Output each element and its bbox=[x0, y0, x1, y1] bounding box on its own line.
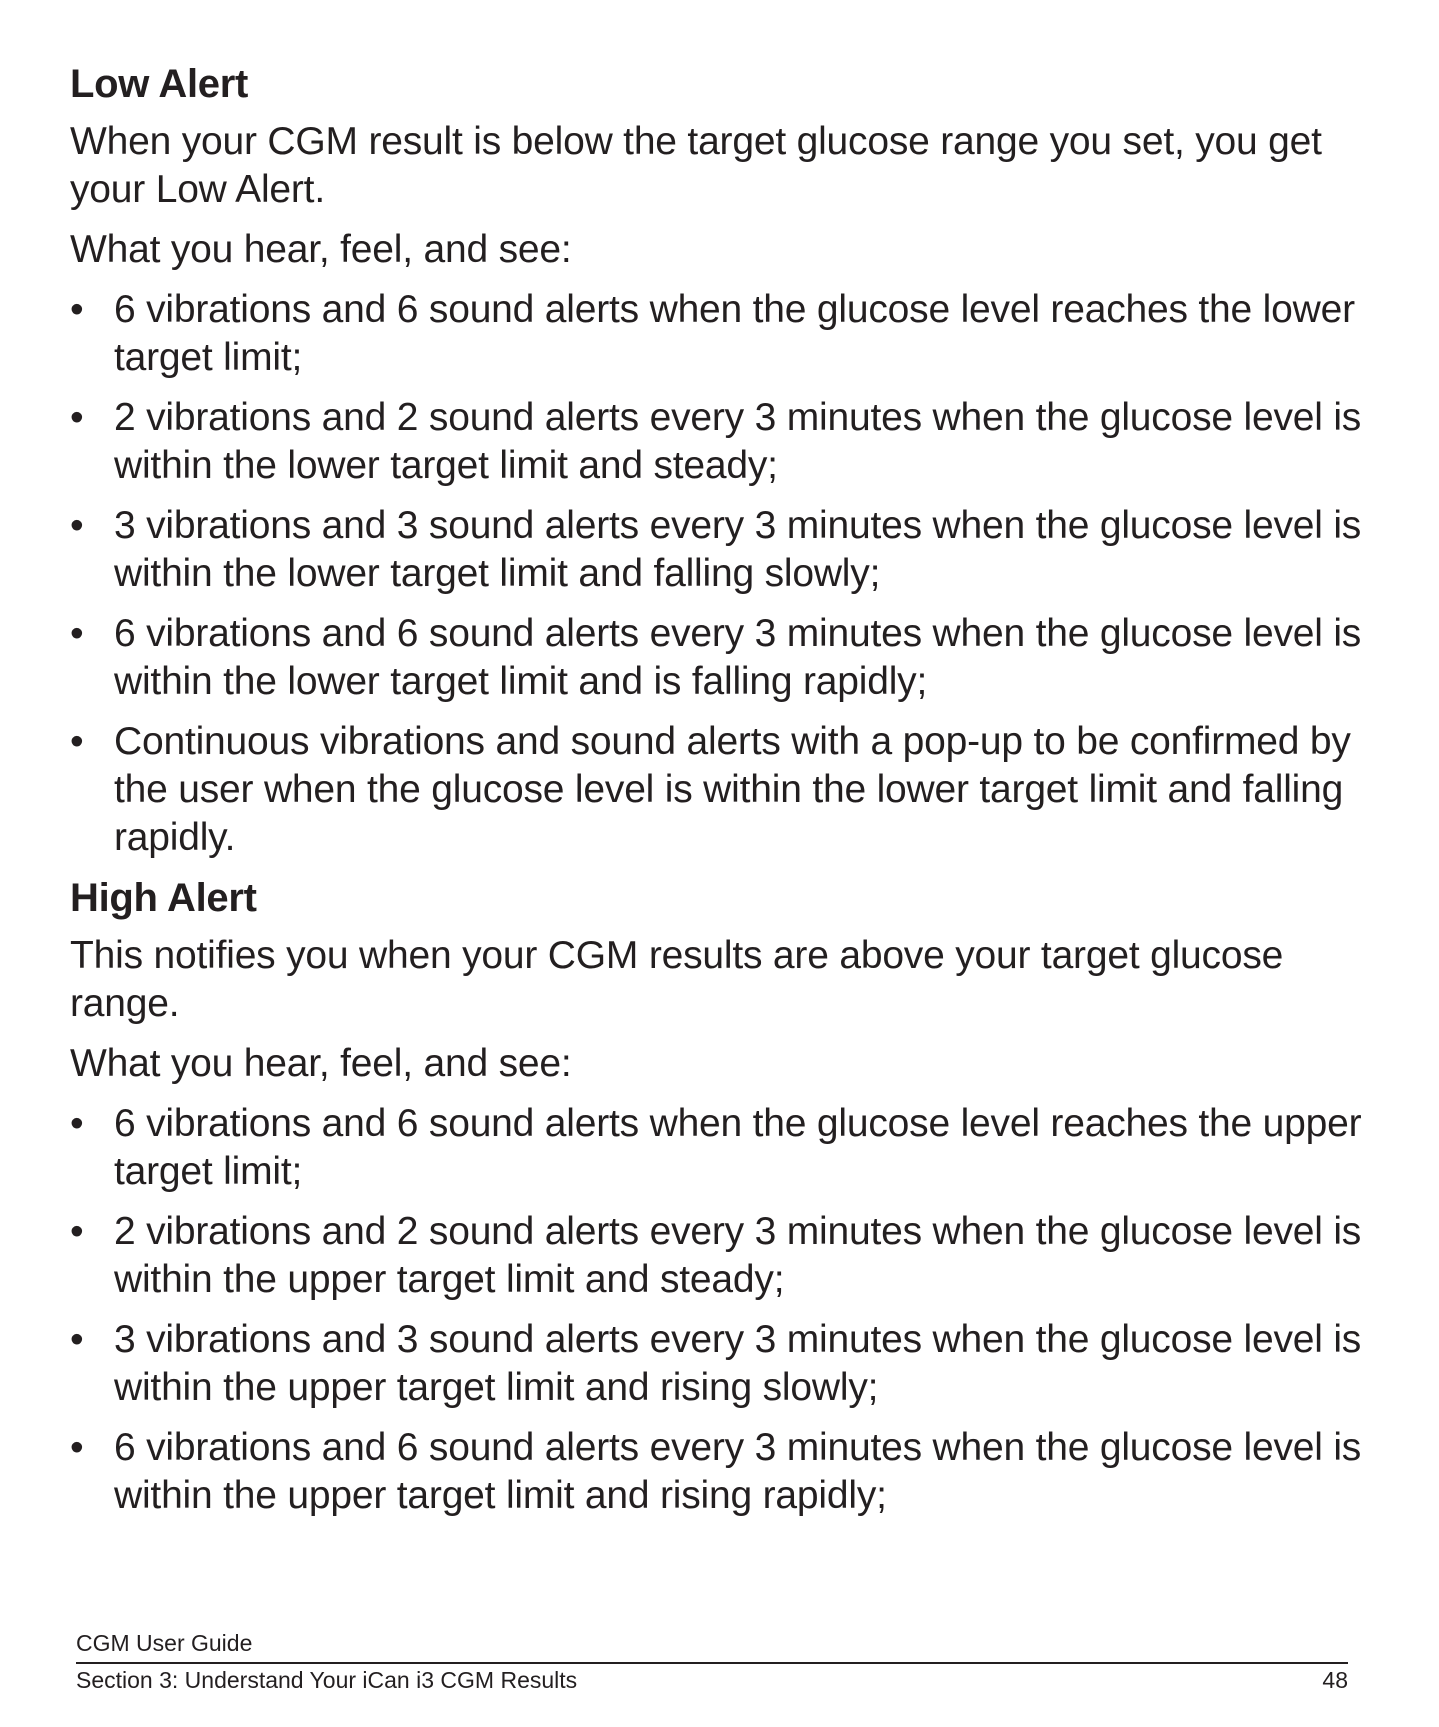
bullet-icon: • bbox=[70, 288, 84, 331]
bullet-icon: • bbox=[70, 504, 84, 547]
page-footer bbox=[76, 1628, 1348, 1696]
footer-section-label: Section 3: Understand Your iCan i3 CGM Results bbox=[76, 1667, 578, 1693]
low-alert-intro: When your CGM result is below the target glucose range you set, you get your Low Alert. bbox=[70, 120, 1322, 211]
list-item-text: 6 vibrations and 6 sound alerts when the glucose level reaches the lower target limit; bbox=[114, 288, 1355, 379]
list-item bbox=[70, 394, 1370, 490]
footer-row bbox=[76, 1664, 1348, 1696]
high-alert-intro: This notifies you when your CGM results are above your target glucose range. bbox=[70, 934, 1284, 1025]
bullet-icon: • bbox=[70, 720, 84, 763]
low-alert-heading: Low Alert bbox=[70, 62, 249, 106]
list-item-text: 6 vibrations and 6 sound alerts every 3 minutes when the glucose level is within the upper target limit and rising rapidly; bbox=[114, 1426, 1362, 1517]
list-item-text: 3 vibrations and 3 sound alerts every 3 minutes when the glucose level is within the lower target limit and falling slowly; bbox=[114, 504, 1362, 595]
high-alert-heading: High Alert bbox=[70, 876, 257, 920]
list-item bbox=[70, 1208, 1370, 1304]
high-alert-lead: What you hear, feel, and see: bbox=[70, 1042, 572, 1085]
page-number: 48 bbox=[1322, 1667, 1348, 1693]
list-item bbox=[70, 1424, 1370, 1520]
bullet-icon: • bbox=[70, 1426, 84, 1469]
low-alert-section bbox=[70, 60, 1370, 862]
bullet-icon: • bbox=[70, 1210, 84, 1253]
list-item bbox=[70, 718, 1370, 862]
list-item bbox=[70, 502, 1370, 598]
list-item-text: 2 vibrations and 2 sound alerts every 3 minutes when the glucose level is within the upper target limit and steady; bbox=[114, 1210, 1362, 1301]
list-item-text: 6 vibrations and 6 sound alerts every 3 minutes when the glucose level is within the lower target limit and is falling rapidly; bbox=[114, 612, 1362, 703]
high-alert-section bbox=[70, 874, 1370, 1520]
list-item-text: Continuous vibrations and sound alerts with a pop-up to be confirmed by the user when the glucose level is within the lower target limit and falling rapidly. bbox=[114, 720, 1351, 859]
list-item bbox=[70, 1100, 1370, 1196]
list-item bbox=[70, 610, 1370, 706]
list-item bbox=[70, 1316, 1370, 1412]
list-item-text: 2 vibrations and 2 sound alerts every 3 minutes when the glucose level is within the lower target limit and steady; bbox=[114, 396, 1362, 487]
list-item bbox=[70, 286, 1370, 382]
bullet-icon: • bbox=[70, 1102, 84, 1145]
bullet-icon: • bbox=[70, 396, 84, 439]
list-item-text: 3 vibrations and 3 sound alerts every 3 minutes when the glucose level is within the upper target limit and rising slowly; bbox=[114, 1318, 1362, 1409]
footer-guide-title: CGM User Guide bbox=[76, 1630, 253, 1656]
high-alert-bullet-list bbox=[70, 1100, 1370, 1520]
page-content bbox=[70, 60, 1370, 1532]
list-item-text: 6 vibrations and 6 sound alerts when the glucose level reaches the upper target limit; bbox=[114, 1102, 1362, 1193]
bullet-icon: • bbox=[70, 612, 84, 655]
bullet-icon: • bbox=[70, 1318, 84, 1361]
low-alert-bullet-list bbox=[70, 286, 1370, 862]
low-alert-lead: What you hear, feel, and see: bbox=[70, 228, 572, 271]
